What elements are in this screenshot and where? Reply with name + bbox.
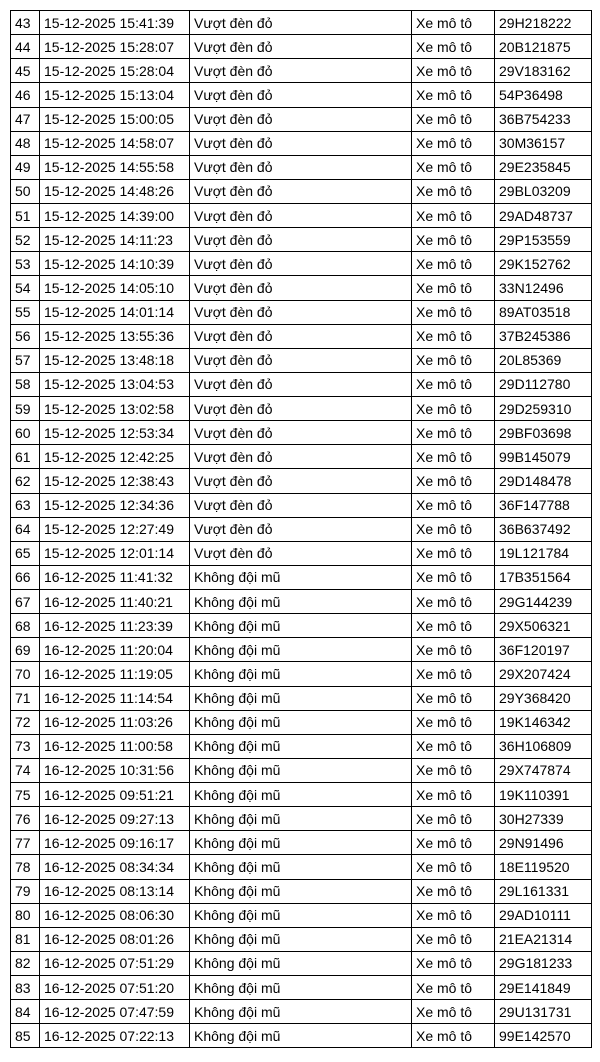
violation-cell: Không đội mũ	[190, 855, 412, 879]
license-plate-cell: 29AD10111	[495, 903, 592, 927]
vehicle-type-cell: Xe mô tô	[412, 179, 495, 203]
vehicle-type-cell: Xe mô tô	[412, 614, 495, 638]
violation-cell: Không đội mũ	[190, 1024, 412, 1048]
vehicle-type-cell: Xe mô tô	[412, 831, 495, 855]
license-plate-cell: 29D148478	[495, 469, 592, 493]
row-number-cell: 78	[11, 855, 40, 879]
license-plate-cell: 21EA21314	[495, 927, 592, 951]
violation-cell: Vượt đèn đỏ	[190, 252, 412, 276]
table-row	[11, 614, 592, 638]
row-number-cell: 84	[11, 1000, 40, 1024]
violation-cell: Không đội mũ	[190, 710, 412, 734]
row-number-cell: 79	[11, 879, 40, 903]
table-row	[11, 107, 592, 131]
table-row	[11, 83, 592, 107]
row-number-cell: 52	[11, 228, 40, 252]
table-row	[11, 831, 592, 855]
vehicle-type-cell: Xe mô tô	[412, 252, 495, 276]
timestamp-cell: 16-12-2025 09:51:21	[40, 783, 190, 807]
row-number-cell: 59	[11, 397, 40, 421]
timestamp-cell: 15-12-2025 14:39:00	[40, 204, 190, 228]
table-row	[11, 565, 592, 589]
violation-cell: Không đội mũ	[190, 903, 412, 927]
license-plate-cell: 29G181233	[495, 951, 592, 975]
vehicle-type-cell: Xe mô tô	[412, 638, 495, 662]
license-plate-cell: 29E141849	[495, 976, 592, 1000]
vehicle-type-cell: Xe mô tô	[412, 710, 495, 734]
timestamp-cell: 15-12-2025 15:28:07	[40, 35, 190, 59]
timestamp-cell: 15-12-2025 12:01:14	[40, 541, 190, 565]
violation-cell: Vượt đèn đỏ	[190, 372, 412, 396]
vehicle-type-cell: Xe mô tô	[412, 807, 495, 831]
license-plate-cell: 99E142570	[495, 1024, 592, 1048]
timestamp-cell: 16-12-2025 11:23:39	[40, 614, 190, 638]
row-number-cell: 77	[11, 831, 40, 855]
table-row	[11, 734, 592, 758]
violation-cell: Vượt đèn đỏ	[190, 11, 412, 35]
timestamp-cell: 15-12-2025 15:41:39	[40, 11, 190, 35]
row-number-cell: 49	[11, 155, 40, 179]
vehicle-type-cell: Xe mô tô	[412, 372, 495, 396]
license-plate-cell: 36B637492	[495, 517, 592, 541]
vehicle-type-cell: Xe mô tô	[412, 951, 495, 975]
timestamp-cell: 16-12-2025 11:03:26	[40, 710, 190, 734]
violation-cell: Không đội mũ	[190, 734, 412, 758]
row-number-cell: 54	[11, 276, 40, 300]
table-row	[11, 951, 592, 975]
table-row	[11, 662, 592, 686]
violations-table	[10, 10, 592, 1048]
vehicle-type-cell: Xe mô tô	[412, 469, 495, 493]
table-row	[11, 638, 592, 662]
timestamp-cell: 15-12-2025 12:53:34	[40, 421, 190, 445]
table-row	[11, 276, 592, 300]
license-plate-cell: 54P36498	[495, 83, 592, 107]
license-plate-cell: 29U131731	[495, 1000, 592, 1024]
table-row	[11, 155, 592, 179]
vehicle-type-cell: Xe mô tô	[412, 590, 495, 614]
table-row	[11, 445, 592, 469]
violation-cell: Vượt đèn đỏ	[190, 204, 412, 228]
timestamp-cell: 16-12-2025 07:47:59	[40, 1000, 190, 1024]
table-row	[11, 855, 592, 879]
vehicle-type-cell: Xe mô tô	[412, 686, 495, 710]
row-number-cell: 62	[11, 469, 40, 493]
row-number-cell: 65	[11, 541, 40, 565]
vehicle-type-cell: Xe mô tô	[412, 348, 495, 372]
violation-cell: Không đội mũ	[190, 927, 412, 951]
row-number-cell: 43	[11, 11, 40, 35]
table-row	[11, 879, 592, 903]
table-row	[11, 228, 592, 252]
violation-cell: Vượt đèn đỏ	[190, 83, 412, 107]
vehicle-type-cell: Xe mô tô	[412, 734, 495, 758]
license-plate-cell: 29X207424	[495, 662, 592, 686]
violation-cell: Vượt đèn đỏ	[190, 300, 412, 324]
vehicle-type-cell: Xe mô tô	[412, 445, 495, 469]
table-row	[11, 372, 592, 396]
violation-cell: Vượt đèn đỏ	[190, 107, 412, 131]
timestamp-cell: 16-12-2025 07:51:29	[40, 951, 190, 975]
violation-cell: Vượt đèn đỏ	[190, 493, 412, 517]
row-number-cell: 57	[11, 348, 40, 372]
table-row	[11, 252, 592, 276]
vehicle-type-cell: Xe mô tô	[412, 565, 495, 589]
row-number-cell: 63	[11, 493, 40, 517]
timestamp-cell: 15-12-2025 15:00:05	[40, 107, 190, 131]
violation-cell: Không đội mũ	[190, 951, 412, 975]
license-plate-cell: 19L121784	[495, 541, 592, 565]
table-row	[11, 807, 592, 831]
violation-cell: Vượt đèn đỏ	[190, 59, 412, 83]
table-row	[11, 1024, 592, 1048]
vehicle-type-cell: Xe mô tô	[412, 35, 495, 59]
violation-cell: Vượt đèn đỏ	[190, 397, 412, 421]
license-plate-cell: 29X506321	[495, 614, 592, 638]
license-plate-cell: 29K152762	[495, 252, 592, 276]
violation-cell: Vượt đèn đỏ	[190, 35, 412, 59]
timestamp-cell: 16-12-2025 08:34:34	[40, 855, 190, 879]
timestamp-cell: 15-12-2025 15:28:04	[40, 59, 190, 83]
timestamp-cell: 16-12-2025 09:27:13	[40, 807, 190, 831]
row-number-cell: 76	[11, 807, 40, 831]
timestamp-cell: 15-12-2025 14:05:10	[40, 276, 190, 300]
vehicle-type-cell: Xe mô tô	[412, 228, 495, 252]
license-plate-cell: 29AD48737	[495, 204, 592, 228]
timestamp-cell: 16-12-2025 11:19:05	[40, 662, 190, 686]
timestamp-cell: 15-12-2025 13:48:18	[40, 348, 190, 372]
table-row	[11, 783, 592, 807]
row-number-cell: 50	[11, 179, 40, 203]
table-row	[11, 590, 592, 614]
row-number-cell: 67	[11, 590, 40, 614]
row-number-cell: 82	[11, 951, 40, 975]
table-row	[11, 179, 592, 203]
table-row	[11, 903, 592, 927]
violation-cell: Không đội mũ	[190, 686, 412, 710]
timestamp-cell: 16-12-2025 11:14:54	[40, 686, 190, 710]
violation-cell: Không đội mũ	[190, 662, 412, 686]
row-number-cell: 44	[11, 35, 40, 59]
violation-cell: Không đội mũ	[190, 614, 412, 638]
violation-cell: Vượt đèn đỏ	[190, 155, 412, 179]
violation-cell: Không đội mũ	[190, 783, 412, 807]
vehicle-type-cell: Xe mô tô	[412, 541, 495, 565]
license-plate-cell: 17B351564	[495, 565, 592, 589]
row-number-cell: 66	[11, 565, 40, 589]
timestamp-cell: 16-12-2025 07:51:20	[40, 976, 190, 1000]
table-row	[11, 710, 592, 734]
row-number-cell: 56	[11, 324, 40, 348]
violation-cell: Không đội mũ	[190, 831, 412, 855]
timestamp-cell: 15-12-2025 12:27:49	[40, 517, 190, 541]
timestamp-cell: 16-12-2025 09:16:17	[40, 831, 190, 855]
license-plate-cell: 33N12496	[495, 276, 592, 300]
license-plate-cell: 36B754233	[495, 107, 592, 131]
violation-cell: Vượt đèn đỏ	[190, 276, 412, 300]
license-plate-cell: 99B145079	[495, 445, 592, 469]
table-row	[11, 1000, 592, 1024]
vehicle-type-cell: Xe mô tô	[412, 324, 495, 348]
license-plate-cell: 29G144239	[495, 590, 592, 614]
table-row	[11, 517, 592, 541]
timestamp-cell: 15-12-2025 15:13:04	[40, 83, 190, 107]
license-plate-cell: 29BL03209	[495, 179, 592, 203]
license-plate-cell: 29D112780	[495, 372, 592, 396]
license-plate-cell: 89AT03518	[495, 300, 592, 324]
vehicle-type-cell: Xe mô tô	[412, 397, 495, 421]
timestamp-cell: 16-12-2025 11:00:58	[40, 734, 190, 758]
violation-cell: Vượt đèn đỏ	[190, 324, 412, 348]
violation-cell: Vượt đèn đỏ	[190, 348, 412, 372]
vehicle-type-cell: Xe mô tô	[412, 204, 495, 228]
license-plate-cell: 29X747874	[495, 758, 592, 782]
table-row	[11, 421, 592, 445]
violation-cell: Vượt đèn đỏ	[190, 469, 412, 493]
timestamp-cell: 16-12-2025 08:13:14	[40, 879, 190, 903]
table-row	[11, 348, 592, 372]
row-number-cell: 60	[11, 421, 40, 445]
row-number-cell: 64	[11, 517, 40, 541]
row-number-cell: 58	[11, 372, 40, 396]
vehicle-type-cell: Xe mô tô	[412, 783, 495, 807]
table-row	[11, 11, 592, 35]
license-plate-cell: 19K146342	[495, 710, 592, 734]
row-number-cell: 71	[11, 686, 40, 710]
table-row	[11, 35, 592, 59]
vehicle-type-cell: Xe mô tô	[412, 903, 495, 927]
table-row	[11, 469, 592, 493]
vehicle-type-cell: Xe mô tô	[412, 59, 495, 83]
license-plate-cell: 30H27339	[495, 807, 592, 831]
timestamp-cell: 15-12-2025 13:55:36	[40, 324, 190, 348]
table-row	[11, 493, 592, 517]
license-plate-cell: 29BF03698	[495, 421, 592, 445]
timestamp-cell: 15-12-2025 12:42:25	[40, 445, 190, 469]
license-plate-cell: 29N91496	[495, 831, 592, 855]
vehicle-type-cell: Xe mô tô	[412, 662, 495, 686]
license-plate-cell: 29E235845	[495, 155, 592, 179]
table-row	[11, 324, 592, 348]
row-number-cell: 61	[11, 445, 40, 469]
license-plate-cell: 20L85369	[495, 348, 592, 372]
license-plate-cell: 29H218222	[495, 11, 592, 35]
timestamp-cell: 16-12-2025 07:22:13	[40, 1024, 190, 1048]
row-number-cell: 81	[11, 927, 40, 951]
timestamp-cell: 15-12-2025 13:02:58	[40, 397, 190, 421]
row-number-cell: 80	[11, 903, 40, 927]
license-plate-cell: 30M36157	[495, 131, 592, 155]
vehicle-type-cell: Xe mô tô	[412, 300, 495, 324]
vehicle-type-cell: Xe mô tô	[412, 421, 495, 445]
license-plate-cell: 18E119520	[495, 855, 592, 879]
row-number-cell: 48	[11, 131, 40, 155]
violation-cell: Vượt đèn đỏ	[190, 517, 412, 541]
vehicle-type-cell: Xe mô tô	[412, 276, 495, 300]
timestamp-cell: 15-12-2025 14:55:58	[40, 155, 190, 179]
violation-cell: Không đội mũ	[190, 807, 412, 831]
table-row	[11, 686, 592, 710]
row-number-cell: 75	[11, 783, 40, 807]
vehicle-type-cell: Xe mô tô	[412, 493, 495, 517]
timestamp-cell: 15-12-2025 12:34:36	[40, 493, 190, 517]
license-plate-cell: 29L161331	[495, 879, 592, 903]
license-plate-cell: 36F147788	[495, 493, 592, 517]
table-row	[11, 541, 592, 565]
row-number-cell: 74	[11, 758, 40, 782]
row-number-cell: 46	[11, 83, 40, 107]
row-number-cell: 73	[11, 734, 40, 758]
violation-cell: Không đội mũ	[190, 976, 412, 1000]
row-number-cell: 70	[11, 662, 40, 686]
license-plate-cell: 19K110391	[495, 783, 592, 807]
vehicle-type-cell: Xe mô tô	[412, 927, 495, 951]
table-row	[11, 927, 592, 951]
license-plate-cell: 29Y368420	[495, 686, 592, 710]
license-plate-cell: 29V183162	[495, 59, 592, 83]
timestamp-cell: 15-12-2025 14:58:07	[40, 131, 190, 155]
license-plate-cell: 36F120197	[495, 638, 592, 662]
violation-cell: Không đội mũ	[190, 565, 412, 589]
license-plate-cell: 36H106809	[495, 734, 592, 758]
vehicle-type-cell: Xe mô tô	[412, 1024, 495, 1048]
license-plate-cell: 29D259310	[495, 397, 592, 421]
timestamp-cell: 16-12-2025 08:06:30	[40, 903, 190, 927]
violation-cell: Vượt đèn đỏ	[190, 228, 412, 252]
timestamp-cell: 15-12-2025 13:04:53	[40, 372, 190, 396]
row-number-cell: 72	[11, 710, 40, 734]
violation-cell: Vượt đèn đỏ	[190, 541, 412, 565]
table-row	[11, 131, 592, 155]
timestamp-cell: 16-12-2025 11:20:04	[40, 638, 190, 662]
row-number-cell: 53	[11, 252, 40, 276]
vehicle-type-cell: Xe mô tô	[412, 83, 495, 107]
violation-cell: Vượt đèn đỏ	[190, 445, 412, 469]
vehicle-type-cell: Xe mô tô	[412, 107, 495, 131]
vehicle-type-cell: Xe mô tô	[412, 131, 495, 155]
row-number-cell: 45	[11, 59, 40, 83]
timestamp-cell: 15-12-2025 14:01:14	[40, 300, 190, 324]
vehicle-type-cell: Xe mô tô	[412, 1000, 495, 1024]
timestamp-cell: 16-12-2025 11:41:32	[40, 565, 190, 589]
violation-cell: Không đội mũ	[190, 1000, 412, 1024]
vehicle-type-cell: Xe mô tô	[412, 517, 495, 541]
row-number-cell: 69	[11, 638, 40, 662]
row-number-cell: 85	[11, 1024, 40, 1048]
table-row	[11, 976, 592, 1000]
table-row	[11, 204, 592, 228]
vehicle-type-cell: Xe mô tô	[412, 976, 495, 1000]
vehicle-type-cell: Xe mô tô	[412, 758, 495, 782]
timestamp-cell: 16-12-2025 08:01:26	[40, 927, 190, 951]
table-row	[11, 300, 592, 324]
vehicle-type-cell: Xe mô tô	[412, 879, 495, 903]
license-plate-cell: 29P153559	[495, 228, 592, 252]
timestamp-cell: 15-12-2025 14:11:23	[40, 228, 190, 252]
violation-cell: Vượt đèn đỏ	[190, 421, 412, 445]
table-row	[11, 758, 592, 782]
violation-cell: Vượt đèn đỏ	[190, 131, 412, 155]
timestamp-cell: 16-12-2025 10:31:56	[40, 758, 190, 782]
row-number-cell: 83	[11, 976, 40, 1000]
license-plate-cell: 37B245386	[495, 324, 592, 348]
table-row	[11, 397, 592, 421]
timestamp-cell: 16-12-2025 11:40:21	[40, 590, 190, 614]
license-plate-cell: 20B121875	[495, 35, 592, 59]
violation-cell: Không đội mũ	[190, 758, 412, 782]
vehicle-type-cell: Xe mô tô	[412, 155, 495, 179]
vehicle-type-cell: Xe mô tô	[412, 855, 495, 879]
table-row	[11, 59, 592, 83]
row-number-cell: 55	[11, 300, 40, 324]
violation-cell: Không đội mũ	[190, 879, 412, 903]
vehicle-type-cell: Xe mô tô	[412, 11, 495, 35]
violation-cell: Không đội mũ	[190, 638, 412, 662]
row-number-cell: 47	[11, 107, 40, 131]
violation-cell: Không đội mũ	[190, 590, 412, 614]
violations-table-body	[11, 11, 592, 1048]
timestamp-cell: 15-12-2025 14:48:26	[40, 179, 190, 203]
violation-cell: Vượt đèn đỏ	[190, 179, 412, 203]
timestamp-cell: 15-12-2025 14:10:39	[40, 252, 190, 276]
row-number-cell: 68	[11, 614, 40, 638]
row-number-cell: 51	[11, 204, 40, 228]
timestamp-cell: 15-12-2025 12:38:43	[40, 469, 190, 493]
